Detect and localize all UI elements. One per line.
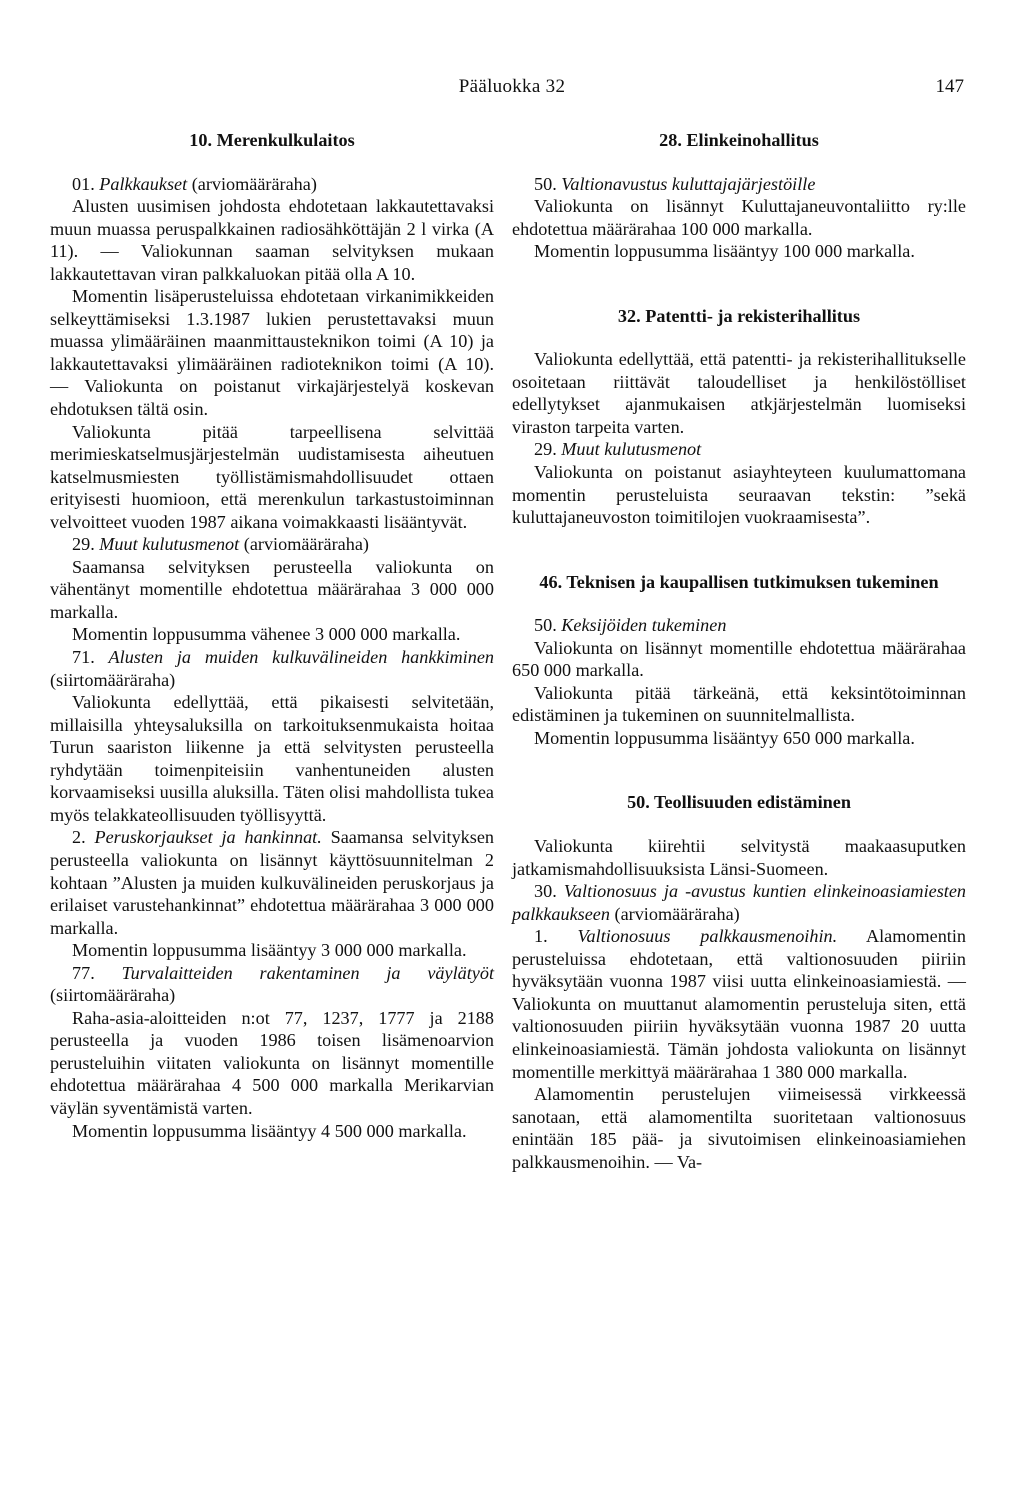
section-heading-merenkulkulaitos: 10. Merenkulkulaitos (189, 130, 355, 150)
item-50-heading: 50. Keksijöiden tukeminen (534, 615, 727, 636)
subitem-2-paragraph: 2. Peruskorjaukset ja hankinnat. Saamansa selvityksen perusteella valiokunta on lisännyt käyttösuunnitelman 2 kohtaan ”Alusten ja muiden kulkuvälineiden peruskorjaus ja erilaiset varustehankinnat” ehdotettua määrärahaa 3 000 000 markalla. (50, 827, 495, 938)
left-column (50, 129, 494, 1142)
paragraph: Raha-asia-aloitteiden n:ot 77, 1237, 1777 ja 2188 perusteella ja vuoden 1986 toisen lisämenoarvion perusteluihin viitaten valiokunta on lisännyt momentille ehdotettua määrärahaa 4 500 000 markalla Merikarvian väylän syventämistä varten. (50, 1007, 494, 1118)
paragraph: Momentin loppusumma vähenee 3 000 000 markalla. (72, 624, 461, 645)
item-29-heading: 29. Muut kulutusmenot (534, 439, 702, 460)
page-header (0, 76, 1024, 104)
paragraph: Valiokunta edellyttää, että patentti- ja rekisterihallitukselle osoitetaan riittävät taloudelliset ja henkilöstölliset edellytykset ajanmukaisen atkjärjestelmän luomiseksi viraston tarpeita varten. (512, 349, 966, 437)
paragraph: Momentin lisäperusteluissa ehdotetaan virkanimikkeiden selkeyttämiseksi 1.3.1987 lukien perustettavaksi muun muassa ylimääräinen maanmittausteknikon toimi (A 10) ja lakkautettavaksi ylimääräinen radioteknikon toimi (A 10). — Valiokunta on poistanut virkajärjestelyä koskevan ehdotuksen tältä osin. (50, 286, 494, 420)
paragraph: Valiokunta edellyttää, että pikaisesti selvitetään, millaisilla yhteysaluksilla on tarkoituksenmukaista hoitaa Turun saariston liikenne ja että selvitysten perusteella ryhdytään toimenpiteisiin vanhentuneiden alusten korvaamiseksi uusilla aluksilla. Täten olisi mahdollista tukea myös telakkateollisuuden työllisyyttä. (50, 692, 494, 825)
page-number: 147 (935, 76, 964, 97)
section-heading-elinkeinohallitus: 28. Elinkeinohallitus (659, 130, 819, 150)
paragraph: Alamomentin perustelujen viimeisessä virkkeessä sanotaan, että alamomentilta suoritetaan valtionosuus enintään 185 pää- ja sivutoimisen elinkeinoasiamiehen palkkausmenoihin. — Va- (512, 1084, 966, 1172)
paragraph: Valiokunta on poistanut asiayhteyteen kuulumattomana momentin perusteluista seuraavan tekstin: ”sekä kuluttajaneuvoston toimitilojen vuokraamisesta”. (512, 462, 966, 528)
paragraph: Valiokunta pitää tarpeellisena selvittää merimieskatselmusjärjestelmän uudistamisesta aiheutuen katselmusmiesten työllistämismahdollisuudet ottaen erityisesti huomioon, että merenkulun tarkastustoiminnan velvoitteet vuoden 1987 aikana voimakkaasti lisääntyvät. (50, 421, 494, 532)
item-30-heading: 30. Valtionosuus ja -avustus kuntien elinkeinoasiamiesten palkkaukseen (arviomääräraha) (512, 881, 966, 924)
subitem-1-paragraph: 1. Valtionosuus palkkausmenoihin. Alamomentin perusteluissa ehdotetaan, että valtionosuuden piiriin hyväksytään vuonna 1987 viisi uutta elinkeinoasiamiestä. — Valiokunta on muuttanut alamomentin perusteluja siten, että valtionosuuden piiriin hyväksytään vuonna 1987 20 uutta elinkeinoasiamiestä. Tämän johdosta valiokunta on lisännyt momentille merkittyä määrärahaa 1 380 000 markalla. (512, 926, 966, 1082)
paragraph: Alusten uusimisen johdosta ehdotetaan lakkautettavaksi muun muassa peruspalkkainen radiosähköttäjän 2 l virka (A 11). — Valiokunnan saaman selvityksen mukaan lakkautettavan viran palkkaluokan pitää olla A 10. (50, 196, 494, 284)
item-29-heading: 29. Muut kulutusmenot (arviomääräraha) (72, 534, 369, 555)
paragraph: Saamansa selvityksen perusteella valiokunta on vähentänyt momentille ehdotettua määrärahaa 3 000 000 markalla. (50, 556, 494, 622)
paragraph: Momentin loppusumma lisääntyy 650 000 markalla. (534, 727, 915, 748)
item-50-heading: 50. Valtionavustus kuluttajajärjestöille (534, 173, 816, 194)
item-71-heading: 71. Alusten ja muiden kulkuvälineiden hankkiminen (siirtomääräraha) (50, 647, 494, 690)
item-77-heading: 77. Turvalaitteiden rakentaminen ja väylätyöt (siirtomääräraha) (50, 962, 494, 1006)
right-column (512, 129, 966, 1173)
running-header-title: Pääluokka 32 (458, 76, 566, 97)
paragraph: Valiokunta pitää tärkeänä, että keksintötoiminnan edistäminen ja tukeminen on suunnitelmallista. (512, 682, 966, 726)
section-heading-teollisuus: 50. Teollisuuden edistäminen (627, 792, 851, 813)
paragraph: Momentin loppusumma lisääntyy 4 500 000 markalla. (72, 1120, 467, 1141)
paragraph: Valiokunta kiirehtii selvitystä maakaasuputken jatkamismahdollisuuksista Länsi-Suomeen. (512, 836, 966, 879)
paragraph: Valiokunta on lisännyt Kuluttajaneuvontaliitto ry:lle ehdotettua määrärahaa 100 000 markalla. (512, 196, 966, 239)
paragraph: Momentin loppusumma lisääntyy 3 000 000 markalla. (72, 940, 467, 961)
item-01-heading: 01. Palkkaukset (arviomääräraha) (72, 173, 317, 194)
paragraph: Momentin loppusumma lisääntyy 100 000 markalla. (534, 241, 915, 262)
section-heading-patentti: 32. Patentti- ja rekisterihallitus (617, 305, 861, 326)
section-heading-tekninen-tutkimus: 46. Teknisen ja kaupallisen tutkimuksen tukeminen (539, 571, 939, 592)
paragraph: Valiokunta on lisännyt momentille ehdotettua määrärahaa 650 000 markalla. (512, 637, 966, 681)
